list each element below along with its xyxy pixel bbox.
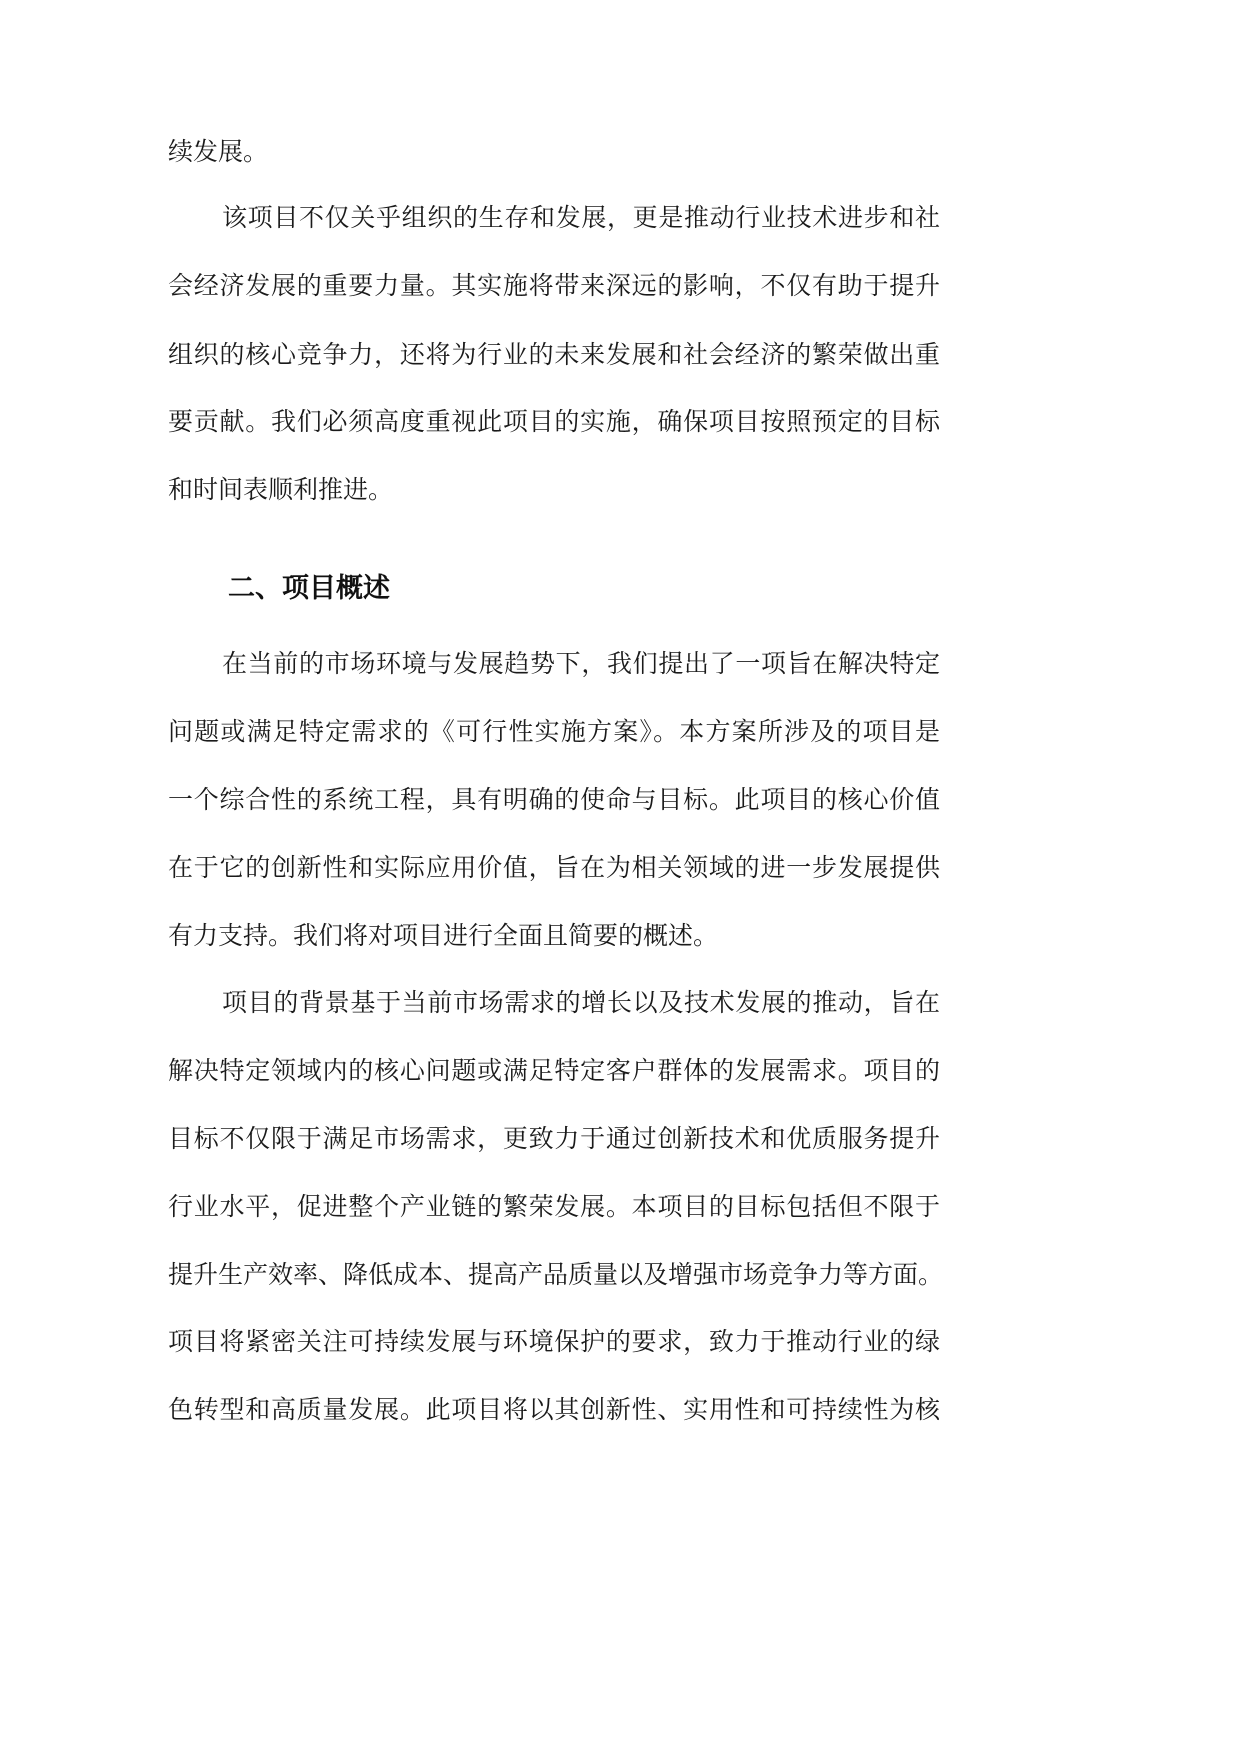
paragraph-tail-line: 续发展。 bbox=[168, 137, 269, 166]
paragraph-1-line: 该项目不仅关乎组织的生存和发展，更是推动行业技术进步和社 bbox=[222, 203, 940, 232]
paragraph-1-line: 和时间表顺利推进。 bbox=[168, 475, 394, 504]
paragraph-3-line: 色转型和高质量发展。此项目将以其创新性、实用性和可持续性为核 bbox=[168, 1395, 940, 1424]
paragraph-3-line: 目标不仅限于满足市场需求，更致力于通过创新技术和优质服务提升 bbox=[168, 1124, 940, 1153]
paragraph-2-line: 在于它的创新性和实际应用价值，旨在为相关领域的进一步发展提供 bbox=[168, 853, 940, 882]
paragraph-1-line: 组织的核心竞争力，还将为行业的未来发展和社会经济的繁荣做出重 bbox=[168, 340, 940, 369]
paragraph-2-line: 有力支持。我们将对项目进行全面且简要的概述。 bbox=[168, 921, 719, 950]
paragraph-1-line: 会经济发展的重要力量。其实施将带来深远的影响，不仅有助于提升 bbox=[168, 271, 940, 300]
paragraph-3-line: 解决特定领域内的核心问题或满足特定客户群体的发展需求。项目的 bbox=[168, 1056, 940, 1085]
paragraph-1-line: 要贡献。我们必须高度重视此项目的实施，确保项目按照预定的目标 bbox=[168, 407, 940, 436]
paragraph-3-line: 提升生产效率、降低成本、提高产品质量以及增强市场竞争力等方面。 bbox=[168, 1260, 944, 1289]
paragraph-3-line: 行业水平，促进整个产业链的繁荣发展。本项目的目标包括但不限于 bbox=[168, 1192, 940, 1221]
paragraph-3-line: 项目将紧密关注可持续发展与环境保护的要求，致力于推动行业的绿 bbox=[168, 1327, 940, 1356]
paragraph-2-line: 问题或满足特定需求的《可行性实施方案》。本方案所涉及的项目是 bbox=[168, 717, 940, 746]
paragraph-2-line: 一个综合性的系统工程，具有明确的使命与目标。此项目的核心价值 bbox=[168, 785, 940, 814]
paragraph-3-line: 项目的背景基于当前市场需求的增长以及技术发展的推动，旨在 bbox=[222, 988, 940, 1017]
paragraph-2-line: 在当前的市场环境与发展趋势下，我们提出了一项旨在解决特定 bbox=[222, 649, 940, 678]
section-heading: 二、项目概述 bbox=[228, 573, 390, 604]
